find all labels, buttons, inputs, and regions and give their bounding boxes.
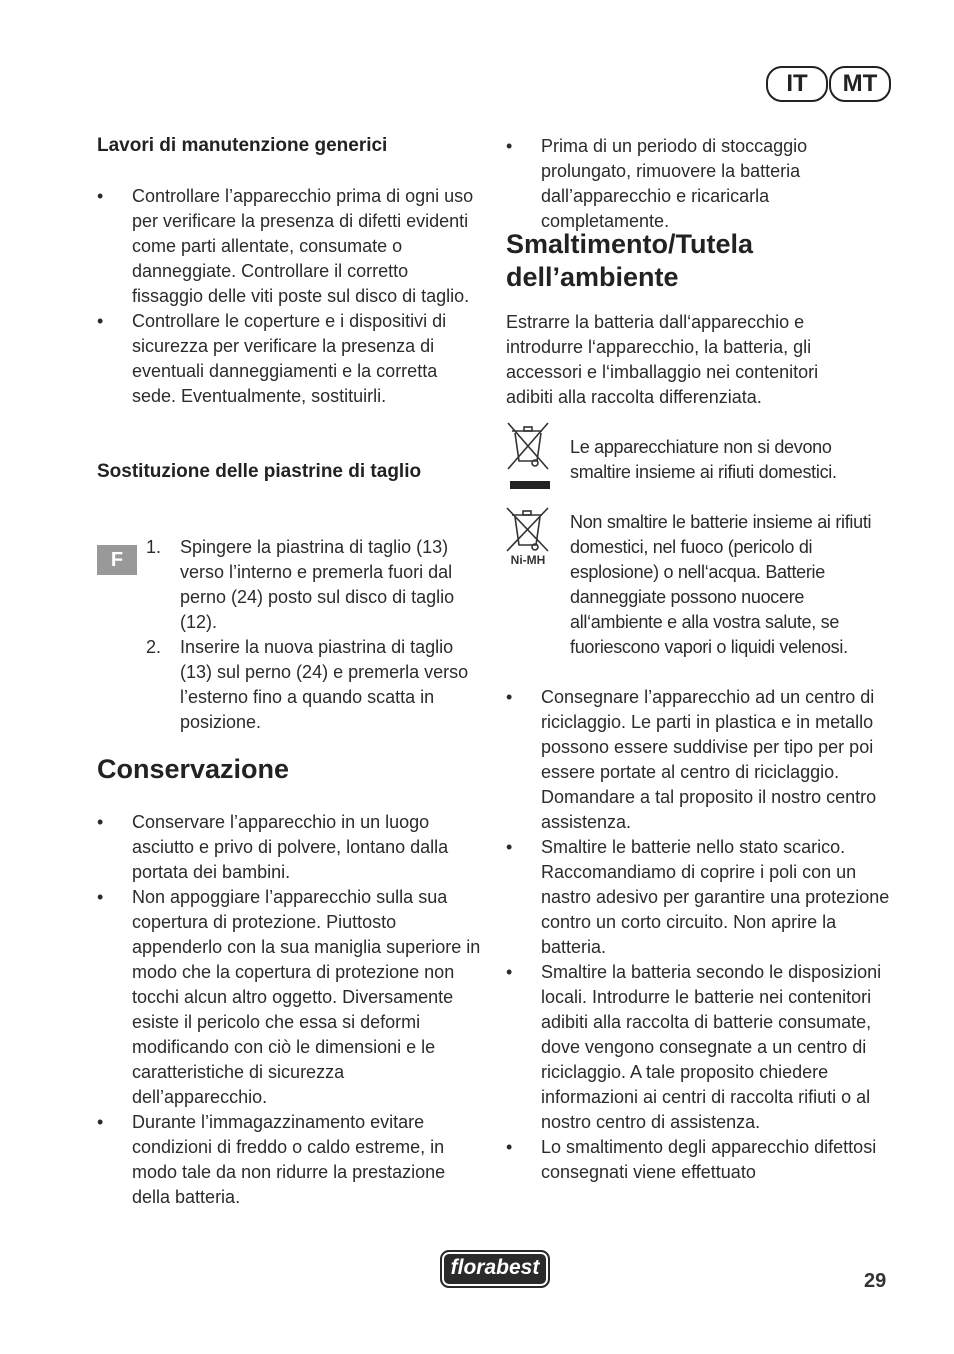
storage-list-continued — [506, 134, 888, 234]
storage-list — [97, 810, 484, 1210]
figure-f-badge: F — [97, 545, 137, 575]
list-item: • Consegnare l’apparecchio ad un centro di riciclaggio. Le parti in plastica e in metallo possono essere suddivise per tipo per poi essere portate al centro di riciclaggio. Domandare a tal proposito il nostro centro assistenza. — [506, 685, 890, 835]
replacement-steps — [146, 535, 478, 735]
replacement-title: Sostituzione delle piastrine di taglio — [97, 461, 422, 482]
battery-type-label: Ni-MH — [510, 553, 546, 567]
symbol2-text: Non smaltire le batterie insieme ai rifiuti domestici, nel fuoco (pericolo di esplosione) o nell‘acqua. Batterie danneggiate possono nuocere all‘ambiente e alla vostra salute, se fuoriescono vapori o liquidi velenosi. — [570, 512, 872, 657]
step-text: Spingere la piastrina di taglio (13) verso l’interno e premerla fuori dal perno (24) posto sul disco di taglio (12). — [180, 537, 455, 632]
step-number: 2. — [146, 637, 162, 657]
list-item: • Smaltire la batteria secondo le disposizioni locali. Introdurre le batterie nei contenitori adibiti alla raccolta di batterie consumate, dove vengono consegnate a un centro di riciclaggio. A tale proposito chiedere informazioni ai centri di raccolta rifiuti o al nostro centro di assistenza. — [506, 960, 890, 1135]
list-item: • Controllare l’apparecchio prima di ogni uso per verificare la presenza di difetti evidenti come parti allentate, consumate o danneggiate. Controllare il corretto fissaggio delle viti poste sul disco di taglio. — [97, 184, 477, 309]
disposal-list — [506, 685, 890, 1185]
battery-bin-icon — [502, 507, 554, 571]
list-item: • Controllare le coperture e i dispositivi di sicurezza per verificare la presenza di eventuali danneggiamenti e la corretta sede. Eventualmente, sostituirli. — [97, 309, 477, 409]
list-item — [146, 535, 478, 635]
lang-badge-mt: MT — [829, 66, 891, 102]
symbol1-text: Le apparecchiature non si devono smaltire insieme ai rifiuti domestici. — [570, 437, 837, 482]
page-number: 29 — [864, 1270, 887, 1292]
maintenance-list — [97, 184, 477, 409]
list-item — [146, 635, 478, 735]
list-item: • Smaltire le batterie nello stato scarico. Raccomandiamo di coprire i poli con un nastro adesivo per garantire una protezione contro un corto circuito. Non aprire la batteria. — [506, 835, 890, 960]
storage-title: Conservazione — [97, 754, 290, 784]
step-number: 1. — [146, 537, 162, 557]
list-item: • Prima di un periodo di stoccaggio prolungato, rimuovere la batteria dall’apparecchio e ricaricarla completamente. — [506, 134, 888, 234]
step-text: Inserire la nuova piastrina di taglio (13) sul perno (24) e premerla verso l’esterno fino a quando scatta in posizione. — [180, 637, 469, 732]
florabest-logo: florabest — [440, 1250, 550, 1288]
list-item: • Lo smaltimento degli apparecchio difettosi consegnati viene effettuato — [506, 1135, 890, 1185]
disposal-title-line2: dell’ambiente — [506, 262, 679, 292]
list-item: • Durante l’immagazzinamento evitare condizioni di freddo o caldo estreme, in modo tale da non ridurre la prestazione della batteria. — [97, 1110, 484, 1210]
lang-badge-it: IT — [766, 66, 828, 102]
weee-bin-icon — [504, 421, 552, 493]
disposal-title-line1: Smaltimento/Tutela — [506, 229, 754, 259]
list-item: • Non appoggiare l’apparecchio sulla sua copertura di protezione. Piuttosto appenderlo con la sua maniglia superiore in modo che la copertura di protezione non tocchi alcun altro oggetto. Diversamente esiste il pericolo che essa si deformi modificando con ciò le dimensioni e le caratteristiche di sicurezza dell’apparecchio. — [97, 885, 484, 1110]
disposal-intro: Estrarre la batteria dall‘apparecchio e introdurre l‘apparecchio, la batteria, gli accessori e l‘imballaggio nei contenitori adibiti alla raccolta differenziata. — [506, 312, 819, 407]
list-item: • Conservare l’apparecchio in un luogo asciutto e privo di polvere, lontano dalla portata dei bambini. — [97, 810, 484, 885]
left-column — [97, 133, 487, 409]
disposal-title — [506, 228, 888, 294]
maintenance-title: Lavori di manutenzione generici — [97, 135, 388, 156]
